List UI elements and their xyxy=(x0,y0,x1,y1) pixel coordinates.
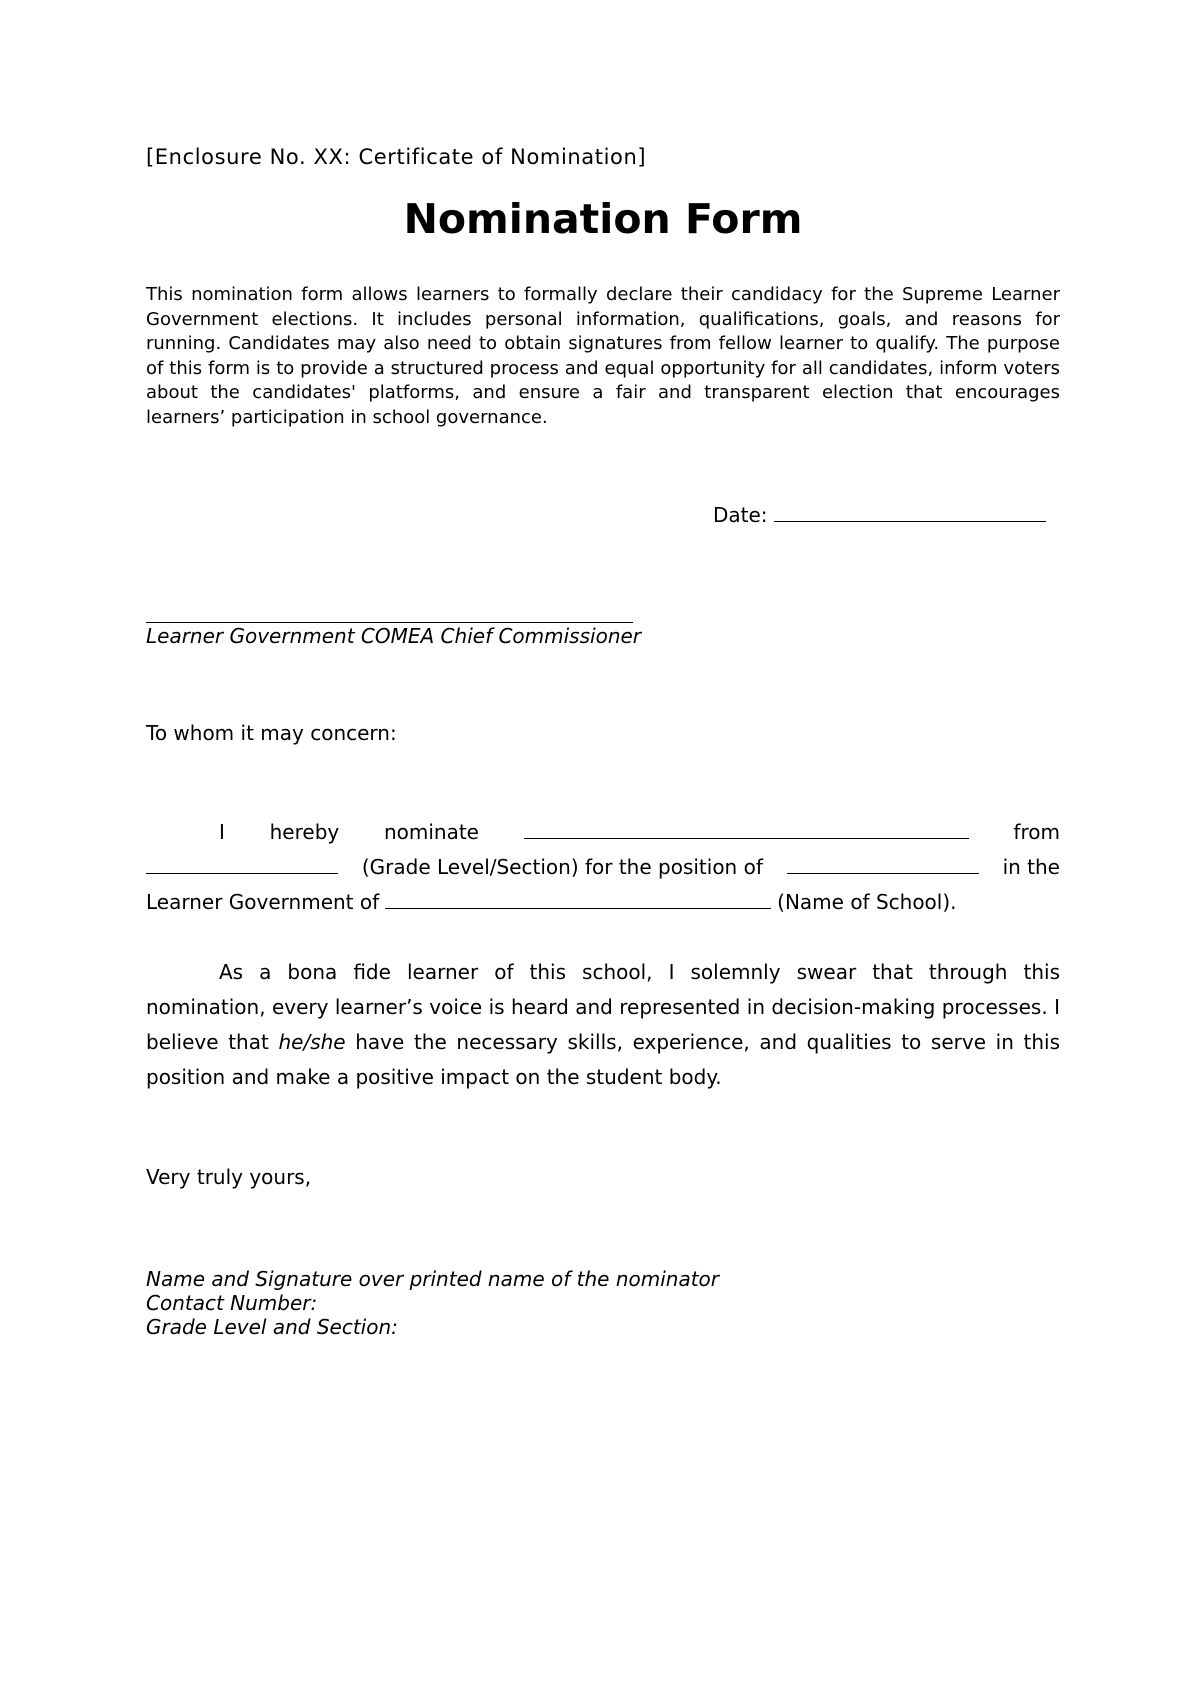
date-field xyxy=(713,503,1046,527)
oath-text-1: As a bona fide learner of this school, I solemnly swear that through this nomination, every learner’s voice is heard and represented in decision-making processes. I believe that xyxy=(146,960,1060,1054)
nomination-line-1 xyxy=(146,815,1060,850)
grade-level-section-label: Grade Level and Section: xyxy=(146,1315,398,1339)
oath-text-2: have the necessary skills, experience, and qualities to serve in this position and make a positive impact on the student body. xyxy=(146,1030,1061,1089)
word-from: from xyxy=(1013,820,1060,844)
date-label: Date: xyxy=(713,503,768,527)
intro-paragraph: This nomination form allows learners to formally declare their candidacy for the Supreme Learner Government elections. It includes personal information, qualifications, goals, and reasons for running. Candidates may also need to obtain signatures from fellow learner to qualify. The purpose of this form is to provide a structured process and equal opportunity for all candidates, inform voters about the candidates' platforms, and ensure a fair and transparent election that encourages learners’ participation in school governance. xyxy=(146,284,1060,428)
oath-pronoun: he/she xyxy=(278,1030,346,1054)
nominator-signoff xyxy=(146,1267,1060,1339)
nominator-name-signature-label: Name and Signature over printed name of the nominator xyxy=(146,1267,720,1291)
school-label: (Name of School). xyxy=(777,890,957,914)
grade-section-label: (Grade Level/Section) for the position of xyxy=(361,855,763,879)
word-nominate: nominate xyxy=(383,820,479,844)
word-hereby: hereby xyxy=(269,820,340,844)
nomination-line-2 xyxy=(146,850,1060,885)
word-i: I xyxy=(219,820,225,844)
in-the-label: in the xyxy=(1002,855,1060,879)
date-blank[interactable] xyxy=(774,520,1046,522)
oath-paragraph xyxy=(146,955,1060,1095)
enclosure-label: [Enclosure No. XX: Certificate of Nomination] xyxy=(146,145,647,169)
nomination-paragraph xyxy=(146,815,1060,920)
commissioner-signature-line[interactable] xyxy=(146,622,633,623)
learner-gov-label: Learner Government of xyxy=(146,890,380,914)
page-title: Nomination Form xyxy=(403,195,803,243)
nomination-line-3 xyxy=(146,885,1060,920)
nominee-name-blank[interactable] xyxy=(524,837,969,839)
closing: Very truly yours, xyxy=(146,1165,312,1189)
school-name-blank[interactable] xyxy=(385,907,771,909)
grade-section-blank[interactable] xyxy=(146,872,338,874)
position-blank[interactable] xyxy=(787,872,979,874)
commissioner-title: Learner Government COMEA Chief Commissioner xyxy=(146,624,642,648)
salutation: To whom it may concern: xyxy=(146,721,397,745)
contact-number-label: Contact Number: xyxy=(146,1291,318,1315)
